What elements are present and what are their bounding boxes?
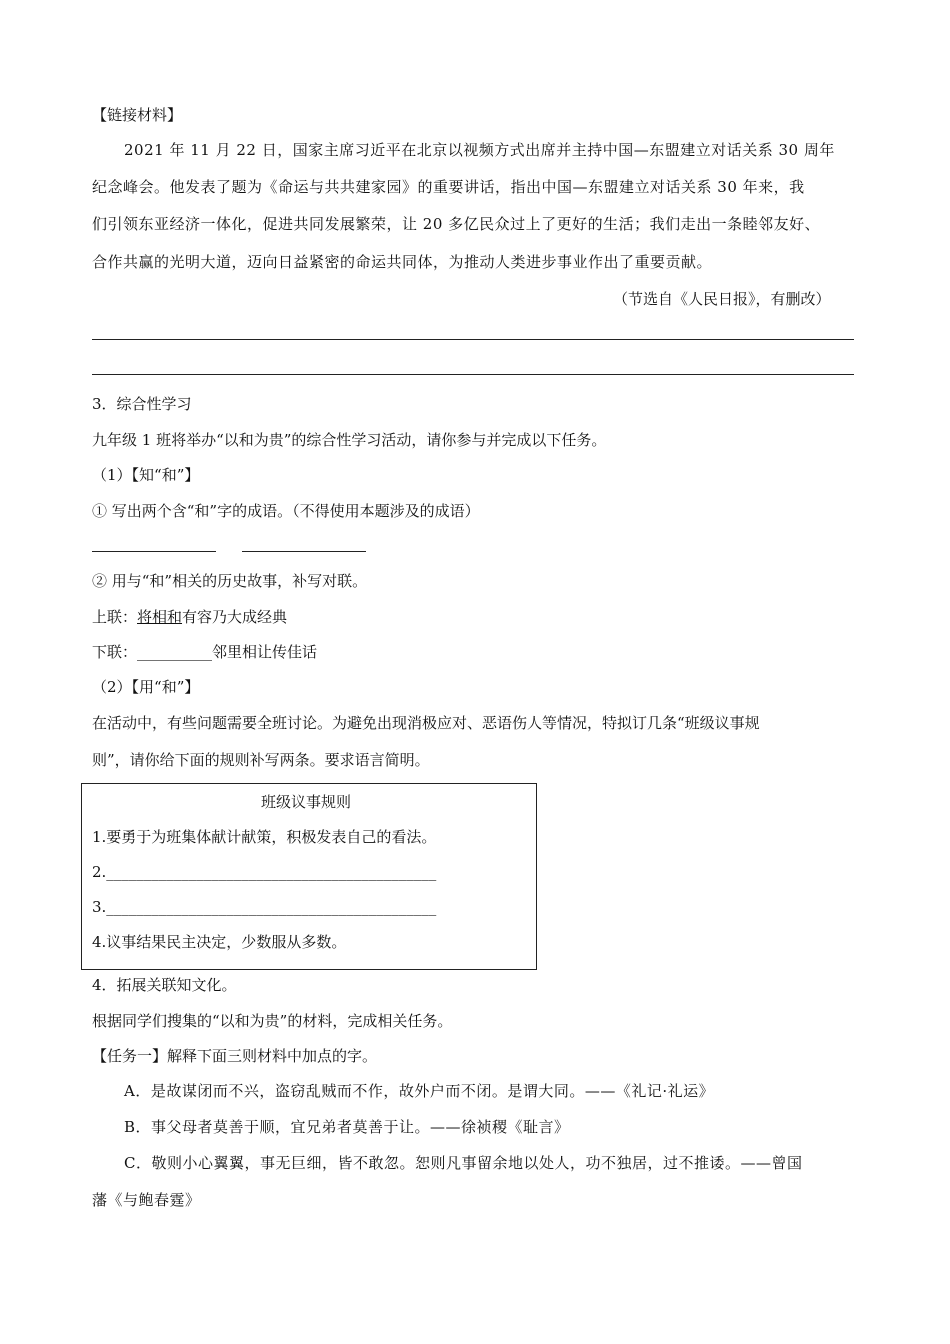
- rule-4: 4.议事结果民主决定，少数服从多数。: [92, 933, 347, 951]
- q3-intro: 九年级 1 班将举办“以和为贵”的综合性学习活动，请你参与并完成以下任务。: [92, 431, 607, 449]
- link-material-line-4: 合作共赢的光明大道，迈向日益紧密的命运共同体，为推动人类进步事业作出了重要贡献。: [92, 253, 713, 271]
- q3-part2-title: （2）【用“和”】: [92, 678, 200, 696]
- q4-material-c-line1: C．敬则小心翼翼，事无巨细，皆不敢忽。恕则凡事留余地以处人，功不独居，过不推诿。——曾国: [124, 1154, 803, 1172]
- rule-2-blank[interactable]: 2.____________________________________________: [92, 863, 437, 881]
- couplet-lower-label: 下联：: [92, 643, 138, 661]
- answer-line-1[interactable]: [92, 339, 854, 340]
- q4-intro: 根据同学们搜集的“以和为贵”的材料，完成相关任务。: [92, 1012, 453, 1030]
- idiom-blank-1[interactable]: [92, 551, 216, 552]
- couplet-upper: [92, 607, 287, 627]
- link-material-heading: 【链接材料】: [92, 106, 183, 124]
- couplet-upper-label: 上联：: [92, 608, 138, 626]
- q4-material-c-line2: 藩《与鲍春霆》: [92, 1191, 201, 1209]
- link-material-line-2: 纪念峰会。他发表了题为《命运与共共建家园》的重要讲话，指出中国—东盟建立对话关系 30 年来，我: [92, 178, 805, 196]
- q4-material-b: B．事父母者莫善于顺，宜兄弟者莫善于让。——徐祯稷《耻言》: [124, 1118, 570, 1136]
- q3-item1: ① 写出两个含“和”字的成语。（不得使用本题涉及的成语）: [92, 502, 480, 520]
- answer-line-2[interactable]: [92, 374, 854, 375]
- rule-1: 1.要勇于为班集体献计献策，积极发表自己的看法。: [92, 828, 437, 846]
- couplet-lower-rest: 邻里相让传佳话: [212, 643, 318, 661]
- q4-task1: 【任务一】解释下面三则材料中加点的字。: [92, 1047, 378, 1065]
- couplet-lower-blank[interactable]: __________: [137, 643, 213, 661]
- q3-part2-line2: 则”，请你给下面的规则补写两条。要求语言简明。: [92, 751, 430, 769]
- q3-part1-title: （1）【知“和”】: [92, 466, 200, 484]
- q4-title: 4．拓展关联知文化。: [92, 976, 237, 994]
- couplet-upper-rest: 有容乃大成经典: [182, 608, 288, 626]
- link-material-line-3: 们引领东亚经济一体化，促进共同发展繁荣，让 20 多亿民众过上了更好的生活；我们走出一条睦邻友好、: [92, 215, 821, 233]
- link-material-line-1: 2021 年 11 月 22 日，国家主席习近平在北京以视频方式出席并主持中国—东盟建立对话关系 30 周年: [124, 141, 835, 159]
- q4-material-a: A．是故谋闭而不兴，盗窃乱贼而不作，故外户而不闭。是谓大同。——《礼记·礼运》: [124, 1082, 715, 1100]
- rule-3-blank[interactable]: 3.____________________________________________: [92, 898, 437, 916]
- q3-item2: ② 用与“和”相关的历史故事，补写对联。: [92, 572, 368, 590]
- link-material-source: （节选自《人民日报》，有删改）: [613, 290, 831, 308]
- couplet-lower: [92, 642, 317, 662]
- couplet-upper-underlined: 将相和: [137, 608, 183, 626]
- rules-box-title: 班级议事规则: [261, 793, 352, 811]
- q3-title: 3．综合性学习: [92, 395, 192, 413]
- q3-part2-line1: 在活动中，有些问题需要全班讨论。为避免出现消极应对、恶语伤人等情况，特拟订几条“班级议事规: [92, 714, 760, 732]
- idiom-blank-2[interactable]: [242, 551, 366, 552]
